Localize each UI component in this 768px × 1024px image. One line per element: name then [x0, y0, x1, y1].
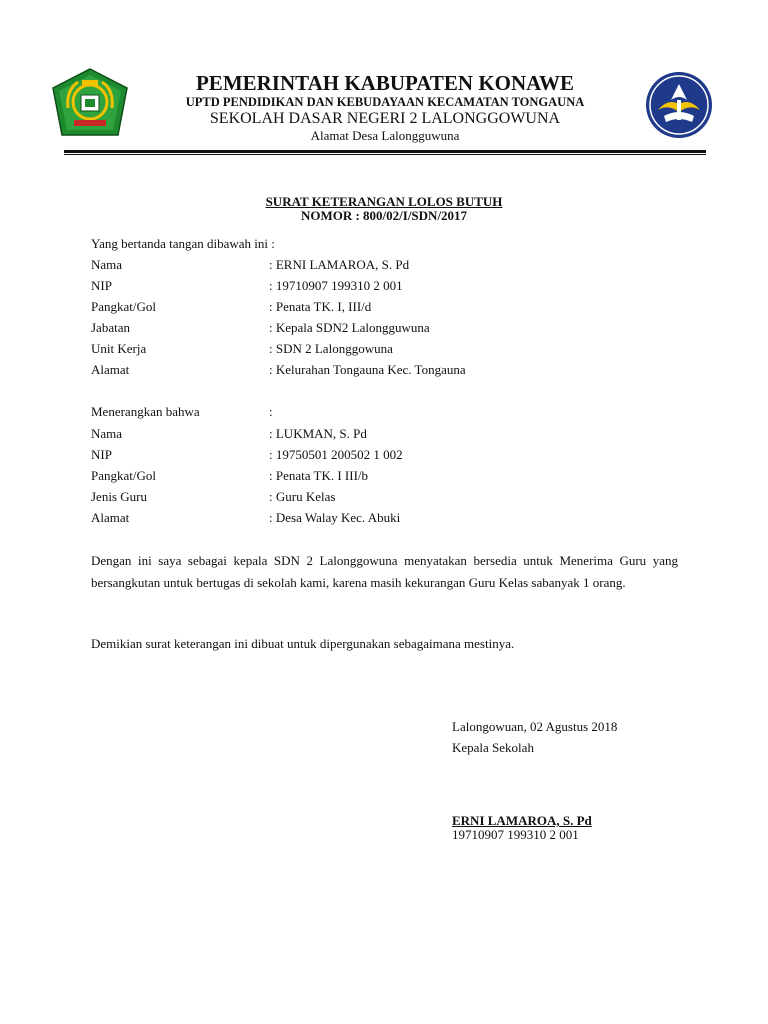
signer-row	[91, 320, 678, 338]
letterhead-divider-thin	[64, 154, 706, 155]
field-label: Menerangkan bahwa	[91, 404, 200, 419]
subject-row	[91, 426, 678, 444]
letterhead-divider	[64, 150, 706, 153]
school-name: SEKOLAH DASAR NEGERI 2 LALONGGOWUNA	[209, 110, 561, 127]
closing-paragraph: Demikian surat keterangan ini dibuat untuk dipergunakan sebagaimana mestinya.	[91, 636, 515, 651]
subject-row	[91, 510, 678, 528]
subject-intro-row	[91, 404, 678, 422]
signer-row	[91, 278, 678, 296]
signer-row	[91, 299, 678, 317]
field-value: : LUKMAN, S. Pd	[269, 426, 367, 441]
field-value: : Desa Walay Kec. Abuki	[269, 510, 401, 525]
field-value: : Penata TK. I III/b	[269, 468, 369, 483]
field-label: Jenis Guru	[91, 489, 147, 504]
place-date: Lalongowuan, 02 Agustus 2018	[452, 719, 618, 734]
statement-paragraph: Dengan ini saya sebagai kepala SDN 2 Lalonggowuna menyatakan bersedia untuk Menerima Guru yang bersangkutan untuk bertugas di sekolah kami, karena masih kekurangan Guru Kelas sabanyak 1 orang.	[91, 553, 678, 590]
letterhead	[0, 68, 768, 152]
field-label: Pangkat/Gol	[91, 468, 156, 483]
signer-nip: 19710907 199310 2 001	[452, 827, 579, 842]
field-value: : 19710907 199310 2 001	[269, 278, 403, 293]
field-value: :	[269, 404, 273, 419]
tut-wuri-handayani-emblem-icon	[644, 70, 714, 140]
signer-row	[91, 362, 678, 380]
subject-row	[91, 468, 678, 486]
field-value: : SDN 2 Lalonggowuna	[269, 341, 393, 356]
letter-heading: SURAT KETERANGAN LOLOS BUTUH	[265, 194, 503, 209]
agency-name: UPTD PENDIDIKAN DAN KEBUDAYAAN KECAMATAN TONGAUNA	[185, 95, 585, 109]
field-label: NIP	[91, 278, 112, 293]
letter-title	[0, 195, 768, 223]
field-value: : ERNI LAMAROA, S. Pd	[269, 257, 410, 272]
signature-block	[452, 719, 617, 843]
signer-row	[91, 257, 678, 275]
field-label: Pangkat/Gol	[91, 299, 156, 314]
field-label: Jabatan	[91, 320, 130, 335]
field-label: Nama	[91, 426, 123, 441]
signer-row	[91, 341, 678, 359]
field-label: Nama	[91, 257, 123, 272]
field-value: : 19750501 200502 1 002	[269, 447, 403, 462]
subject-row	[91, 489, 678, 507]
subject-row	[91, 447, 678, 465]
field-label: Alamat	[91, 510, 130, 525]
signer-position: Kepala Sekolah	[452, 740, 534, 755]
field-value: : Penata TK. I, III/d	[269, 299, 372, 314]
field-value: : Kelurahan Tongauna Kec. Tongauna	[269, 362, 466, 377]
field-label: Unit Kerja	[91, 341, 147, 356]
field-label: Alamat	[91, 362, 130, 377]
field-label: NIP	[91, 447, 112, 462]
school-address: Alamat Desa Lalongguwuna	[310, 128, 460, 143]
field-value: : Kepala SDN2 Lalongguwuna	[269, 320, 430, 335]
letter-number: NOMOR : 800/02/I/SDN/2017	[300, 208, 468, 223]
government-name: PEMERINTAH KABUPATEN KONAWE	[195, 71, 575, 95]
intro-text: Yang bertanda tangan dibawah ini :	[91, 236, 275, 251]
konawe-regency-emblem-icon	[52, 68, 128, 140]
field-value: : Guru Kelas	[269, 489, 336, 504]
signer-name: ERNI LAMAROA, S. Pd	[452, 813, 592, 828]
